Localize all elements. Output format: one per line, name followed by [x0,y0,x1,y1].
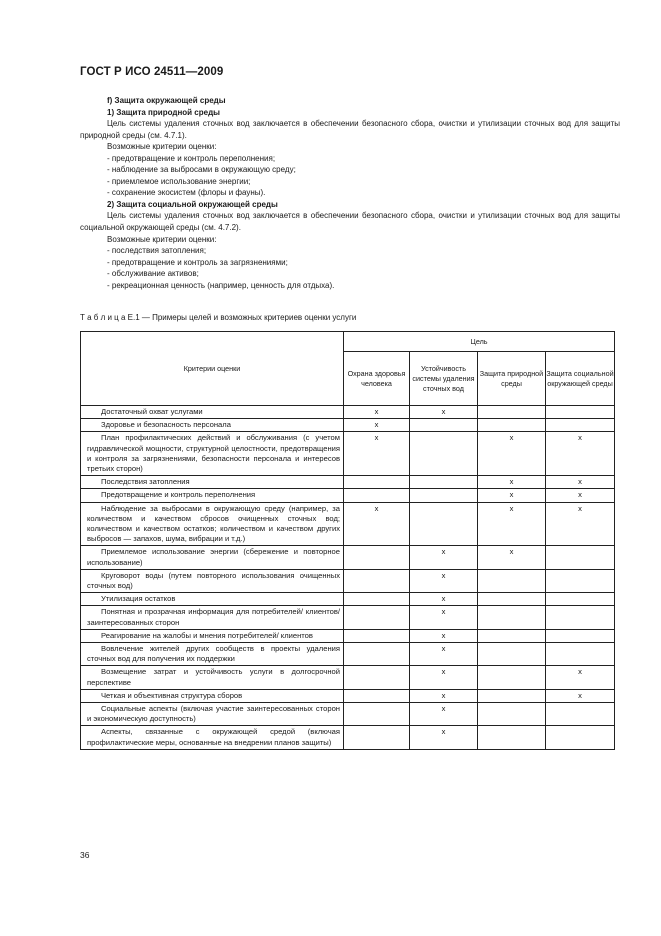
goal-mark-cell [410,432,478,476]
goal-mark-cell [546,726,615,749]
goal-mark-cell [546,546,615,569]
criteria-column-header: Критерии оценки [81,332,344,406]
criterion-text: Приемлемое использование энергии (сбережение и повторное использование) [87,547,340,567]
goal-mark-cell [344,703,410,726]
goal-mark-cell [344,726,410,749]
goal-mark-cell [410,476,478,489]
goal-mark-cell [410,489,478,502]
subsection-1-criterion: - сохранение экосистем (флоры и фауны). [107,188,266,198]
goal-mark-cell [546,593,615,606]
goal-mark-cell: x [478,489,546,502]
table-row [81,726,615,749]
goal-mark-cell: x [546,666,615,689]
document-code: ГОСТ Р ИСО 24511—2009 [80,66,224,78]
goal-mark-cell: x [344,406,410,419]
criterion-cell [81,476,344,489]
subsection-1-criteria-label: Возможные критерии оценки: [107,142,217,152]
goal-mark-cell: x [410,546,478,569]
goal-mark-cell: x [344,432,410,476]
goal-mark-cell: x [410,406,478,419]
table-row [81,666,615,689]
table-row [81,546,615,569]
table-row [81,689,615,702]
section-text [80,95,620,291]
goal-mark-cell [344,689,410,702]
goal-mark-cell: x [410,606,478,629]
criterion-cell [81,569,344,592]
goal-mark-cell: x [478,502,546,546]
goal-mark-cell: x [546,689,615,702]
goal-mark-cell: x [478,476,546,489]
criterion-text: Утилизация остатков [101,594,176,604]
subsection-2-criteria-label: Возможные критерии оценки: [107,234,217,244]
goal-column-header: Цель [344,332,615,352]
goal-mark-cell [344,569,410,592]
table-row [81,432,615,476]
table-body [81,406,615,750]
goal-mark-cell: x [546,489,615,502]
goal-mark-cell: x [410,703,478,726]
criterion-cell [81,666,344,689]
criteria-table [80,331,615,750]
table-row [81,569,615,592]
subsection-1-paragraph: Цель системы удаления сточных вод заключается в обеспечении безопасного сбора, очистки и утилизации сточных вод для защиты природной среды (см. 4.7.1). [80,119,620,140]
subsection-1-criterion: - приемлемое использование энергии; [107,176,251,186]
goal-mark-cell [546,703,615,726]
subsection-1-criterion: - предотвращение и контроль переполнения; [107,153,276,163]
goal-mark-cell [344,606,410,629]
subsection-1-criterion: - наблюдение за выбросами в окружающую среду; [107,165,296,175]
goal-mark-cell [344,666,410,689]
page-number: 36 [80,850,90,860]
criterion-text: Круговорот воды (путем повторного использования очищенных сточных вод) [87,570,340,591]
subsection-2-criterion: - предотвращение и контроль за загрязнениями; [107,257,288,267]
goal-mark-cell: x [410,666,478,689]
subsection-2-heading: 2) Защита социальной окружающей среды [107,199,278,209]
goal-mark-cell [344,489,410,502]
goal-mark-cell: x [546,502,615,546]
table-row [81,419,615,432]
goal-mark-cell: x [410,643,478,666]
subsection-2-criterion: - последствия затопления; [107,246,207,256]
subsection-2-paragraph: Цель системы удаления сточных вод заключается в обеспечении безопасного сбора, очистки и утилизации сточных вод для защиты социальной окружающей среды (см. 4.7.2). [80,211,620,233]
goal-mark-cell [344,643,410,666]
goal-mark-cell [478,606,546,629]
goal-mark-cell [478,419,546,432]
goal-mark-cell [478,666,546,689]
criterion-text: Реагирование на жалобы и мнения потребителей/ клиентов [101,630,313,640]
goal-mark-cell: x [546,476,615,489]
subsection-1-heading: 1) Защита природной среды [107,107,220,117]
criterion-text: План профилактических действий и обслуживания (с учетом гидравлической мощности, структурной целостности, предотвращения и контроля за загрязнениями, безопасности персонала и интересов третьих сторон) [87,433,340,474]
criterion-text: Предотвращение и контроль переполнения [101,490,256,500]
criterion-text: Достаточный охват услугами [101,407,203,416]
goal-mark-cell: x [410,593,478,606]
goal-mark-cell [478,629,546,642]
criterion-text: Понятная и прозрачная информация для потребителей/ клиентов/заинтересованных сторон [87,607,340,627]
table-row [81,476,615,489]
criterion-cell [81,643,344,666]
table-caption: Т а б л и ц а Е.1 — Примеры целей и возможных критериев оценки услуги [80,313,357,322]
goal-mark-cell [410,419,478,432]
goal-mark-cell: x [478,546,546,569]
criterion-cell [81,689,344,702]
goal-mark-cell [546,419,615,432]
table-row [81,629,615,642]
subsection-2-criterion: - обслуживание активов; [107,269,199,279]
goal-mark-cell [478,703,546,726]
table-row [81,606,615,629]
criterion-cell [81,726,344,749]
criterion-cell [81,606,344,629]
goal-mark-cell: x [478,432,546,476]
criterion-cell [81,502,344,546]
goal-mark-cell: x [410,689,478,702]
criterion-cell [81,629,344,642]
goal-mark-cell [478,406,546,419]
goal-header: Устойчивость системы удаления сточных вод [410,352,478,406]
subsection-2-criterion: - рекреационная ценность (например, ценность для отдыха). [107,280,335,290]
criterion-cell [81,432,344,476]
criterion-text: Последствия затопления [101,477,190,487]
table-row [81,643,615,666]
criterion-cell [81,406,344,419]
goal-mark-cell: x [410,629,478,642]
table-row [81,593,615,606]
goal-mark-cell [546,569,615,592]
criterion-text: Социальные аспекты (включая участие заинтересованных сторон и экономическую доступность) [87,704,340,724]
goal-mark-cell [478,593,546,606]
criterion-text: Здоровье и безопасность персонала [101,420,231,430]
criterion-cell [81,489,344,502]
goal-mark-cell [478,726,546,749]
goal-mark-cell [344,476,410,489]
goal-mark-cell [546,406,615,419]
goal-mark-cell [546,606,615,629]
criterion-text: Наблюдение за выбросами в окружающую среду (например, за количеством и качеством сбросов очищенных сточных вод; количеством и качеством остатков; количеством и качеством других выбросов — запахов, шума, вибрации и т.д.) [87,503,340,544]
goal-mark-cell [410,502,478,546]
criterion-text: Четкая и объективная структура сборов [101,690,243,700]
goal-mark-cell: x [546,432,615,476]
goal-mark-cell [478,643,546,666]
table-row [81,489,615,502]
criterion-cell [81,419,344,432]
criterion-text: Аспекты, связанные с окружающей средой (включая профилактические меры, основанные на внедрении планов защиты) [87,727,340,747]
goal-mark-cell [546,643,615,666]
goal-mark-cell: x [344,419,410,432]
goal-mark-cell [478,569,546,592]
goal-mark-cell [344,593,410,606]
goal-header: Защита природной среды [478,352,546,406]
section-heading: f) Защита окружающей среды [107,96,226,105]
goal-mark-cell: x [410,726,478,749]
goal-mark-cell: x [410,569,478,592]
goal-mark-cell [478,689,546,702]
goal-mark-cell: x [344,502,410,546]
criterion-text: Возмещение затрат и устойчивость услуги в долгосрочной перспективе [87,667,340,687]
criterion-text: Вовлечение жителей других сообществ в проекты удаления сточных вод для получения их поддержки [87,644,340,664]
criterion-cell [81,703,344,726]
criterion-cell [81,546,344,569]
table-row [81,703,615,726]
goal-mark-cell [546,629,615,642]
goal-header: Защита социальной окружающей среды [546,352,615,406]
table-row [81,406,615,419]
goal-mark-cell [344,546,410,569]
table-row [81,502,615,546]
goal-mark-cell [344,629,410,642]
goal-header: Охрана здоровья человека [344,352,410,406]
criterion-cell [81,593,344,606]
